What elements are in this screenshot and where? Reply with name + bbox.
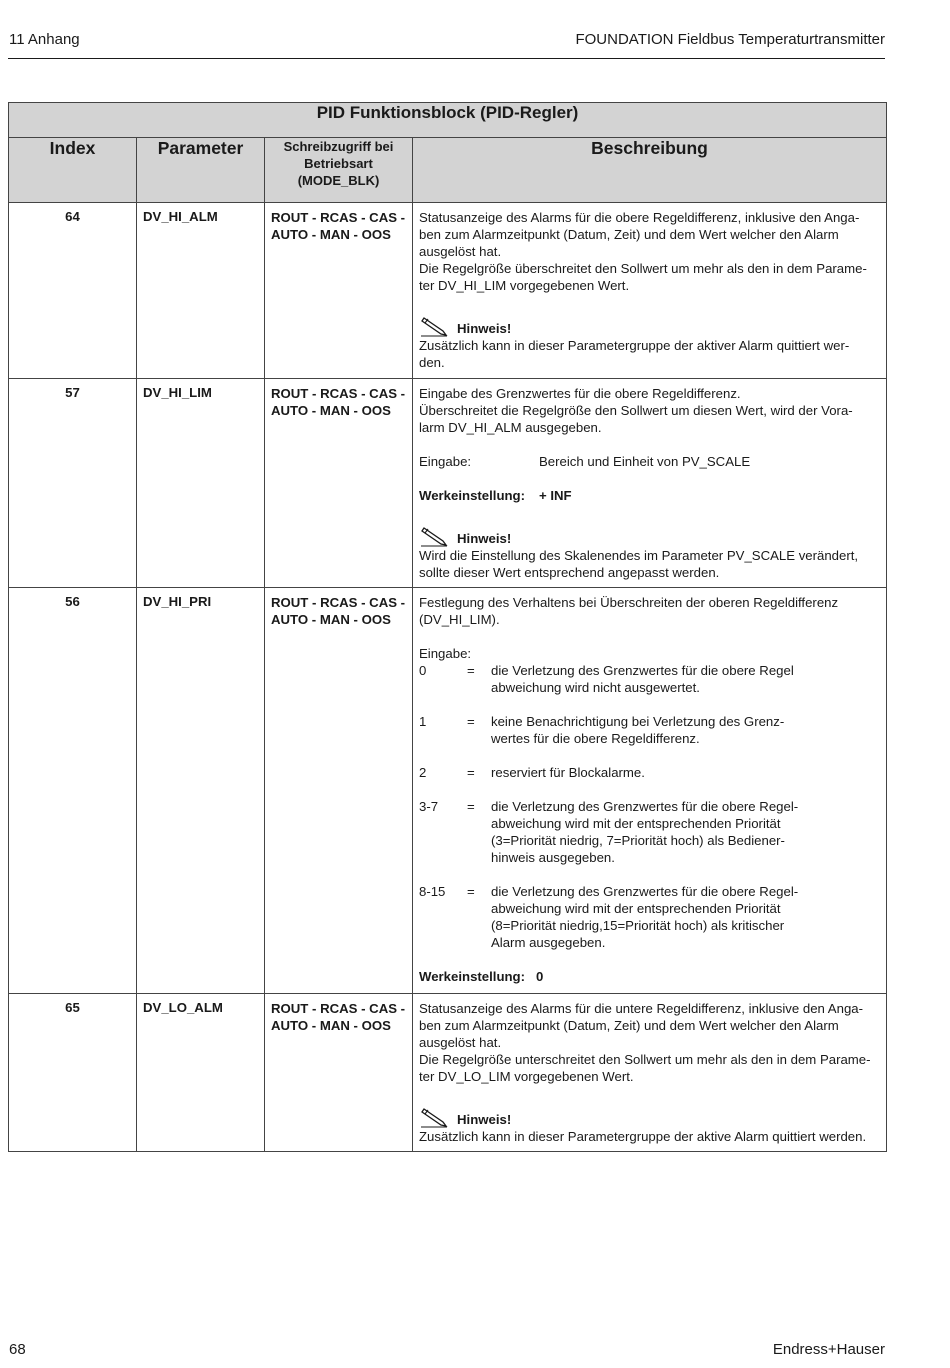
column-header-index: Index <box>9 138 137 203</box>
header-title: FOUNDATION Fieldbus Temperaturtransmitter <box>575 31 885 48</box>
pencil-note-icon <box>419 317 449 337</box>
default-line <box>419 968 882 985</box>
input-label: Eingabe: <box>419 454 472 469</box>
default-value: 0 <box>536 969 544 984</box>
pencil-note-icon <box>419 1108 449 1128</box>
option-key: 1 <box>419 714 427 729</box>
note-title: Hinweis! <box>457 321 512 336</box>
option-equals: = <box>467 663 475 678</box>
option-line: wertes für die obere Regeldifferenz. <box>491 731 700 746</box>
description-line: Eingabe des Grenzwertes für die obere Regeldifferenz. <box>419 386 741 401</box>
option-line: abweichung wird mit der entsprechenden Priorität <box>491 816 781 831</box>
input-line <box>419 453 882 470</box>
option-line: die Verletzung des Grenzwertes für die obere Regel <box>491 663 794 678</box>
note-header <box>419 317 882 337</box>
option-text <box>491 883 811 951</box>
row-parameter: DV_HI_LIM <box>137 379 265 588</box>
option-equals: = <box>467 765 475 780</box>
option-equals: = <box>467 884 475 899</box>
note-line: Wird die Einstellung des Skalenendes im Parameter PV_SCALE verändert, <box>419 548 859 563</box>
option-text <box>491 764 811 781</box>
row-index: 56 <box>9 588 137 994</box>
column-header-mode <box>265 138 413 203</box>
option-key: 0 <box>419 663 427 678</box>
row-description <box>413 588 887 994</box>
option-line: Alarm ausgegeben. <box>491 935 606 950</box>
mode-line: AUTO - MAN - OOS <box>271 1018 391 1033</box>
note-line: sollte dieser Wert entsprechend angepasst werden. <box>419 565 720 580</box>
table-row <box>9 588 887 994</box>
option-item <box>419 764 882 781</box>
mode-line: ROUT - RCAS - CAS - <box>271 1001 406 1016</box>
column-header-mode-text: Schreibzugriff bei Betriebsart (MODE_BLK) <box>283 139 394 188</box>
description-line: larm DV_HI_ALM ausgegeben. <box>419 420 602 435</box>
row-parameter: DV_LO_ALM <box>137 994 265 1152</box>
description-line: ausgelöst hat. <box>419 244 502 259</box>
row-description <box>413 379 887 588</box>
description-line: ben zum Alarmzeitpunkt (Datum, Zeit) und dem Wert welcher den Alarm <box>419 1018 839 1033</box>
option-item <box>419 883 882 951</box>
table-row <box>9 379 887 588</box>
option-line: die Verletzung des Grenzwertes für die obere Regel- <box>491 884 799 899</box>
description-line: ausgelöst hat. <box>419 1035 502 1050</box>
option-line: die Verletzung des Grenzwertes für die obere Regel- <box>491 799 799 814</box>
row-parameter: DV_HI_ALM <box>137 203 265 379</box>
option-line: hinweis ausgegeben. <box>491 850 615 865</box>
option-key: 2 <box>419 765 427 780</box>
description-line: ben zum Alarmzeitpunkt (Datum, Zeit) und dem Wert welcher den Alarm <box>419 227 839 242</box>
header-rule <box>8 58 885 59</box>
column-header-parameter: Parameter <box>137 138 265 203</box>
option-line: reserviert für Blockalarme. <box>491 765 645 780</box>
option-line: (8=Priorität niedrig,15=Priorität hoch) als kritischer <box>491 918 785 933</box>
default-value: + INF <box>539 488 572 503</box>
default-line <box>419 487 882 504</box>
mode-line: AUTO - MAN - OOS <box>271 403 391 418</box>
note-line: den. <box>419 355 445 370</box>
option-text <box>491 713 811 747</box>
input-label: Eingabe: <box>419 646 472 661</box>
brand-name: Endress+Hauser <box>772 1341 885 1358</box>
default-label: Werkeinstellung: <box>419 488 526 503</box>
option-text <box>491 798 811 866</box>
description-line: Die Regelgröße unterschreitet den Sollwert um mehr als den in dem Parame- <box>419 1052 871 1067</box>
row-index: 64 <box>9 203 137 379</box>
row-mode <box>265 379 413 588</box>
option-equals: = <box>467 799 475 814</box>
column-header-description: Beschreibung <box>413 138 887 203</box>
header-section: 11 Anhang <box>9 31 80 48</box>
description-line: Statusanzeige des Alarms für die obere Regeldifferenz, inklusive den Anga- <box>419 210 860 225</box>
table-banner: PID Funktionsblock (PID-Regler) <box>9 103 887 138</box>
page-number: 68 <box>9 1341 26 1358</box>
description-line: Die Regelgröße überschreitet den Sollwert um mehr als den in dem Parame- <box>419 261 867 276</box>
row-index: 57 <box>9 379 137 588</box>
option-line: (3=Priorität niedrig, 7=Priorität hoch) als Bediener- <box>491 833 785 848</box>
option-line: abweichung wird mit der entsprechenden Priorität <box>491 901 781 916</box>
option-item <box>419 713 882 747</box>
table-row <box>9 203 887 379</box>
mode-line: AUTO - MAN - OOS <box>271 612 391 627</box>
option-line: keine Benachrichtigung bei Verletzung des Grenz- <box>491 714 785 729</box>
mode-line: AUTO - MAN - OOS <box>271 227 391 242</box>
row-mode <box>265 588 413 994</box>
option-line: abweichung wird nicht ausgewertet. <box>491 680 700 695</box>
row-index: 65 <box>9 994 137 1152</box>
note-line: Zusätzlich kann in dieser Parametergruppe der aktiver Alarm quittiert wer- <box>419 338 850 353</box>
note-title: Hinweis! <box>457 1112 512 1127</box>
note-header <box>419 527 882 547</box>
description-line: ter DV_HI_LIM vorgegebenen Wert. <box>419 278 630 293</box>
mode-line: ROUT - RCAS - CAS - <box>271 386 406 401</box>
pencil-note-icon <box>419 527 449 547</box>
description-line: Festlegung des Verhaltens bei Überschreiten der oberen Regeldifferenz <box>419 595 839 610</box>
default-label: Werkeinstellung: <box>419 969 526 984</box>
description-line: Statusanzeige des Alarms für die untere Regeldifferenz, inklusive den Anga- <box>419 1001 864 1016</box>
note-title: Hinweis! <box>457 531 512 546</box>
option-equals: = <box>467 714 475 729</box>
mode-line: ROUT - RCAS - CAS - <box>271 595 406 610</box>
option-text <box>491 662 811 696</box>
pid-parameter-table <box>8 102 887 1152</box>
row-mode <box>265 203 413 379</box>
mode-line: ROUT - RCAS - CAS - <box>271 210 406 225</box>
note-line: Zusätzlich kann in dieser Parametergruppe der aktive Alarm quittiert werden. <box>419 1129 867 1144</box>
description-line: (DV_HI_LIM). <box>419 612 500 627</box>
option-key: 8-15 <box>419 884 446 899</box>
option-item <box>419 662 882 696</box>
description-line: Überschreitet die Regelgröße den Sollwert um diesen Wert, wird der Vora- <box>419 403 853 418</box>
row-description <box>413 203 887 379</box>
input-value: Bereich und Einheit von PV_SCALE <box>539 454 751 469</box>
row-parameter: DV_HI_PRI <box>137 588 265 994</box>
description-line: ter DV_LO_LIM vorgegebenen Wert. <box>419 1069 634 1084</box>
row-description <box>413 994 887 1152</box>
option-key: 3-7 <box>419 799 439 814</box>
table-row <box>9 994 887 1152</box>
option-item <box>419 798 882 866</box>
note-header <box>419 1108 882 1128</box>
row-mode <box>265 994 413 1152</box>
